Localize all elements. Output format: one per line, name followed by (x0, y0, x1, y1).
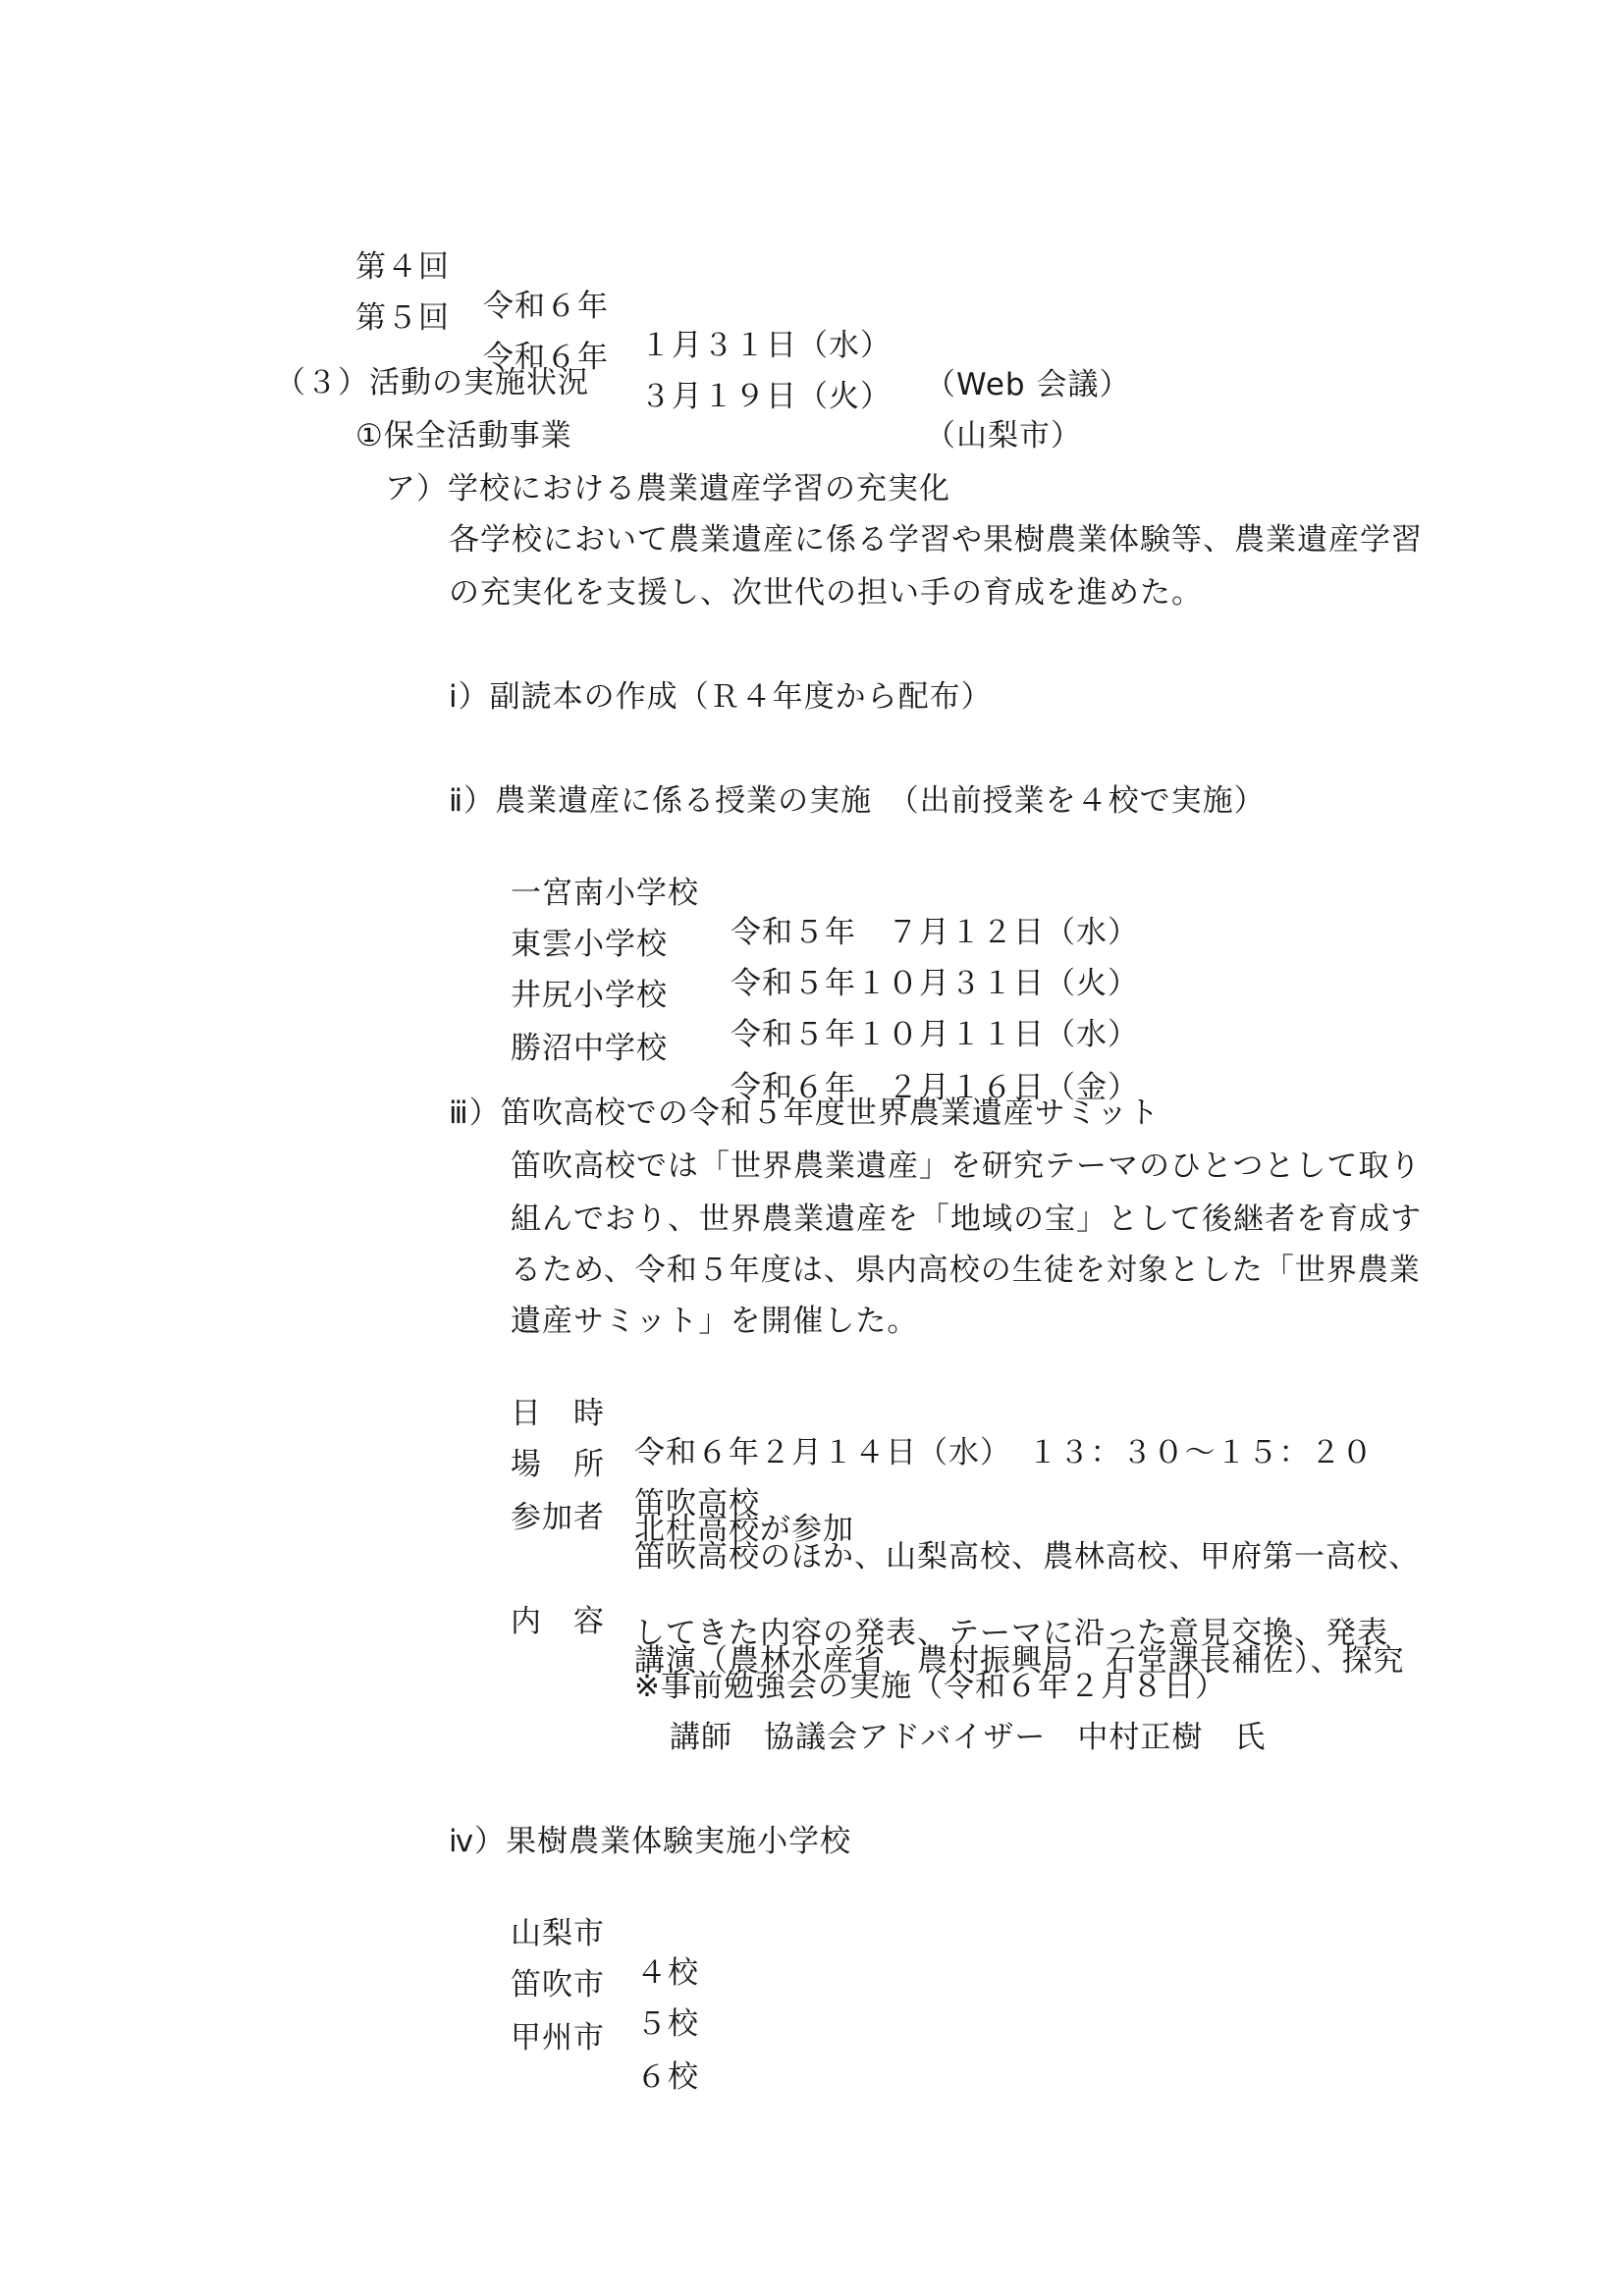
participants-value: 笛吹高校のほか、山梨高校、農林高校、甲府第一高校、 (634, 1539, 1420, 1575)
school-name: 東雲小学校 (511, 927, 668, 962)
item-iv-heading: ⅳ）果樹農業体験実施小学校 (449, 1824, 852, 1859)
meeting-place: （Web 会議） (925, 367, 1131, 402)
lecturer-line: 講師 協議会アドバイザー 中村正樹 氏 (670, 1720, 1267, 1755)
meeting-date: １月３１日（水） (640, 328, 892, 363)
study-session-note: ※事前勉強会の実施（令和６年２月８日） (634, 1669, 1226, 1704)
school-date: 令和５年１０月１１日（水） (731, 1017, 1139, 1052)
city-name: 山梨市 (511, 1916, 605, 1951)
school-date: 令和５年 ７月１２日（水） (731, 915, 1139, 950)
city-name: 笛吹市 (511, 1967, 605, 2002)
school-date: 令和５年１０月３１日（火） (731, 966, 1139, 1001)
school-name: 勝沼中学校 (511, 1031, 668, 1066)
meeting-number: 第５回 (355, 300, 450, 336)
content-value: 講演（農林水産省 農村振興局 石堂課長補佐）、探究 (634, 1643, 1405, 1679)
city-count: ４校 (636, 1955, 699, 1991)
meeting-year: 令和６年 (483, 289, 609, 324)
item-iii-body-line: 笛吹高校では「世界農業遺産」を研究テーマのひとつとして取り (511, 1148, 1422, 1184)
datetime-value: 令和６年２月１４日（水） １３：３０～１５：２０ (634, 1435, 1374, 1470)
place-value: 笛吹高校 (634, 1486, 760, 1522)
item-iii-heading: ⅲ）笛吹高校での令和５年度世界農業遺産サミット (449, 1095, 1161, 1131)
school-name: 井尻小学校 (511, 978, 668, 1013)
item-a-body-line: 各学校において農業遺産に係る学習や果樹農業体験等、農業遺産学習 (449, 522, 1423, 558)
city-count: ５校 (636, 2006, 699, 2042)
content-continued: してきた内容の発表、テーマに沿った意見交換、発表 (634, 1616, 1388, 1651)
school-name: 一宮南小学校 (511, 876, 699, 911)
subsection-heading: ①保全活動事業 (355, 418, 572, 454)
meeting-date: ３月１９日（火） (640, 379, 892, 414)
item-iii-body-line: 組んでおり、世界農業遺産を「地域の宝」として後継者を育成す (511, 1201, 1422, 1237)
city-name: 甲州市 (511, 2020, 605, 2056)
item-a-heading: ア）学校における農業遺産学習の充実化 (385, 471, 950, 507)
section-heading: （３）活動の実施状況 (275, 365, 589, 400)
item-iii-body-line: るため、令和５年度は、県内高校の生徒を対象とした「世界農業 (511, 1253, 1421, 1288)
item-i-heading: ⅰ）副読本の作成（Ｒ４年度から配布） (449, 679, 993, 715)
meeting-place: （山梨市） (925, 418, 1082, 454)
school-date: 令和６年 ２月１６日（金） (731, 1070, 1139, 1105)
item-iii-body-line: 遺産サミット」を開催した。 (511, 1304, 919, 1339)
participants-continued: 北杜高校が参加 (634, 1512, 854, 1547)
content-label: 内 容 (511, 1604, 605, 1639)
city-count: ６校 (636, 2059, 699, 2095)
item-ii-heading: ⅱ）農業遺産に係る授業の実施 （出前授業を４校で実施） (449, 783, 1266, 819)
meeting-year: 令和６年 (483, 340, 609, 375)
meeting-number: 第４回 (355, 249, 450, 285)
participants-label: 参加者 (511, 1500, 605, 1535)
datetime-label: 日 時 (511, 1396, 605, 1431)
item-a-body-line: の充実化を支援し、次世代の担い手の育成を進めた。 (449, 575, 1203, 611)
place-label: 場 所 (511, 1447, 605, 1482)
